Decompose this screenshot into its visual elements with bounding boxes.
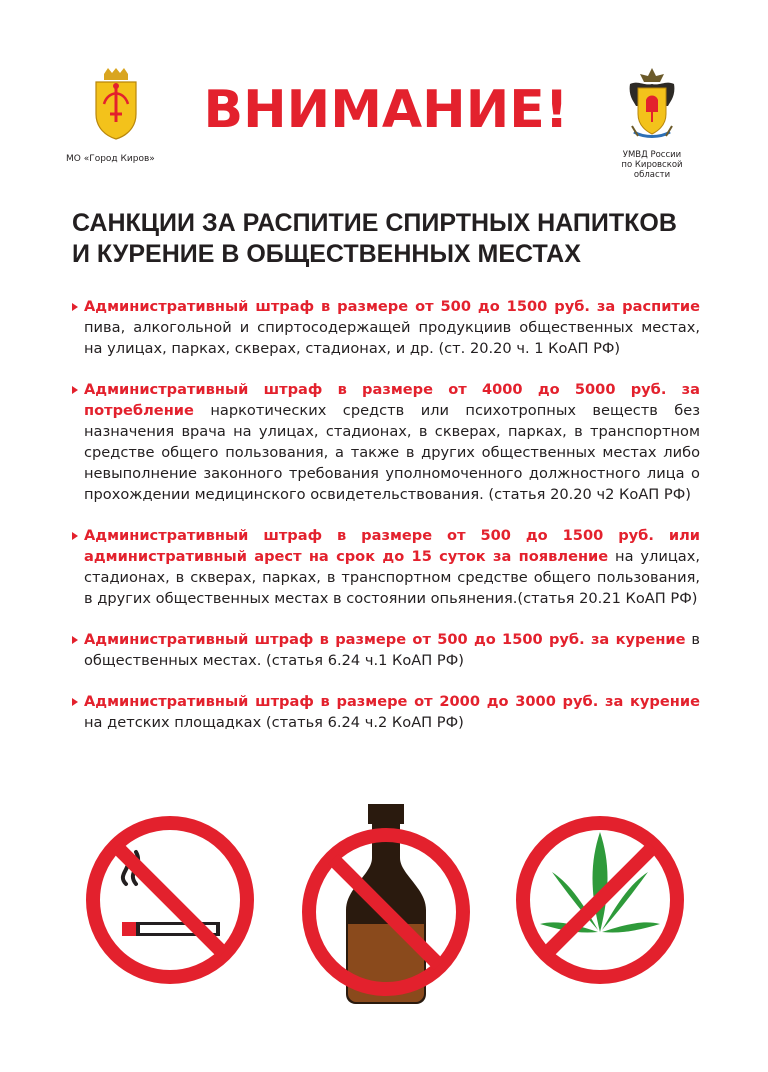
sanctions-list	[72, 296, 700, 733]
sanction-item	[72, 379, 700, 505]
umvd-emblem-icon	[624, 66, 680, 146]
right-caption-line: УМВД России	[622, 150, 682, 160]
page-title	[72, 208, 712, 270]
prohibition-signs	[0, 790, 768, 1010]
header	[0, 0, 768, 200]
sanction-text: наркотических средств или психотропных веществ без назначения врача на улицах, стадионах, в скверах, парках, в транспортном средстве общего пользования, а также в других общественных местах либо невыполнение законного требования уполномоченного должностного лица о прохождении медицинского освидетельствования. (статья 20.20 ч2 КоАП РФ)	[84, 402, 700, 503]
headline: ВНИМАНИЕ!	[203, 80, 569, 140]
title-line: САНКЦИИ ЗА РАСПИТИЕ СПИРТНЫХ НАПИТКОВ	[72, 209, 677, 237]
bullet-arrow-icon	[72, 698, 78, 706]
sanction-highlight: Административный штраф в размере от 500 до 1500 руб. за распитие	[84, 298, 700, 315]
sanction-item	[72, 629, 700, 671]
bullet-arrow-icon	[72, 636, 78, 644]
right-caption-line: по Кировской	[621, 160, 683, 170]
right-caption-line: области	[633, 170, 671, 180]
sanction-item	[72, 525, 700, 609]
right-logo-caption	[612, 150, 692, 180]
sanction-text: на улицах, стадионах, в скверах, парках, в транспортном средстве общего пользования, в других общественных местах в состоянии опьянения.(статья 20.21 КоАП РФ)	[84, 548, 700, 607]
sanction-highlight: Административный штраф в размере от 4000 до 5000 руб. за потребление	[84, 381, 700, 419]
sanction-highlight: Административный штраф в размере от 500 до 1500 руб. или административный арест на срок до 15 суток за появление	[84, 527, 700, 565]
sanction-text: пива, алкогольной и спиртосодержащей продукциив общественных местах, на улицах, парках, скверах, стадионах, и др. (ст. 20.20 ч. 1 КоАП РФ)	[84, 319, 700, 357]
sanction-text: на детских площадках (статья 6.24 ч.2 КоАП РФ)	[84, 714, 464, 731]
sanction-highlight: Административный штраф в размере от 500 до 1500 руб. за курение	[84, 631, 686, 648]
sanction-text: в общественных местах. (статья 6.24 ч.1 КоАП РФ)	[84, 631, 700, 669]
kirov-coat-of-arms-icon	[92, 68, 140, 140]
bullet-arrow-icon	[72, 303, 78, 311]
bullet-arrow-icon	[72, 386, 78, 394]
sanction-item	[72, 691, 700, 733]
no-alcohol-icon	[298, 800, 474, 1006]
left-logo-caption: МО «Город Киров»	[66, 154, 155, 164]
sanction-item	[72, 296, 700, 359]
title-line: И КУРЕНИЕ В ОБЩЕСТВЕННЫХ МЕСТАХ	[72, 240, 581, 268]
no-smoking-icon	[82, 812, 258, 988]
no-drugs-icon	[512, 812, 688, 988]
bullet-arrow-icon	[72, 532, 78, 540]
sanction-highlight: Административный штраф в размере от 2000 до 3000 руб. за курение	[84, 693, 700, 710]
